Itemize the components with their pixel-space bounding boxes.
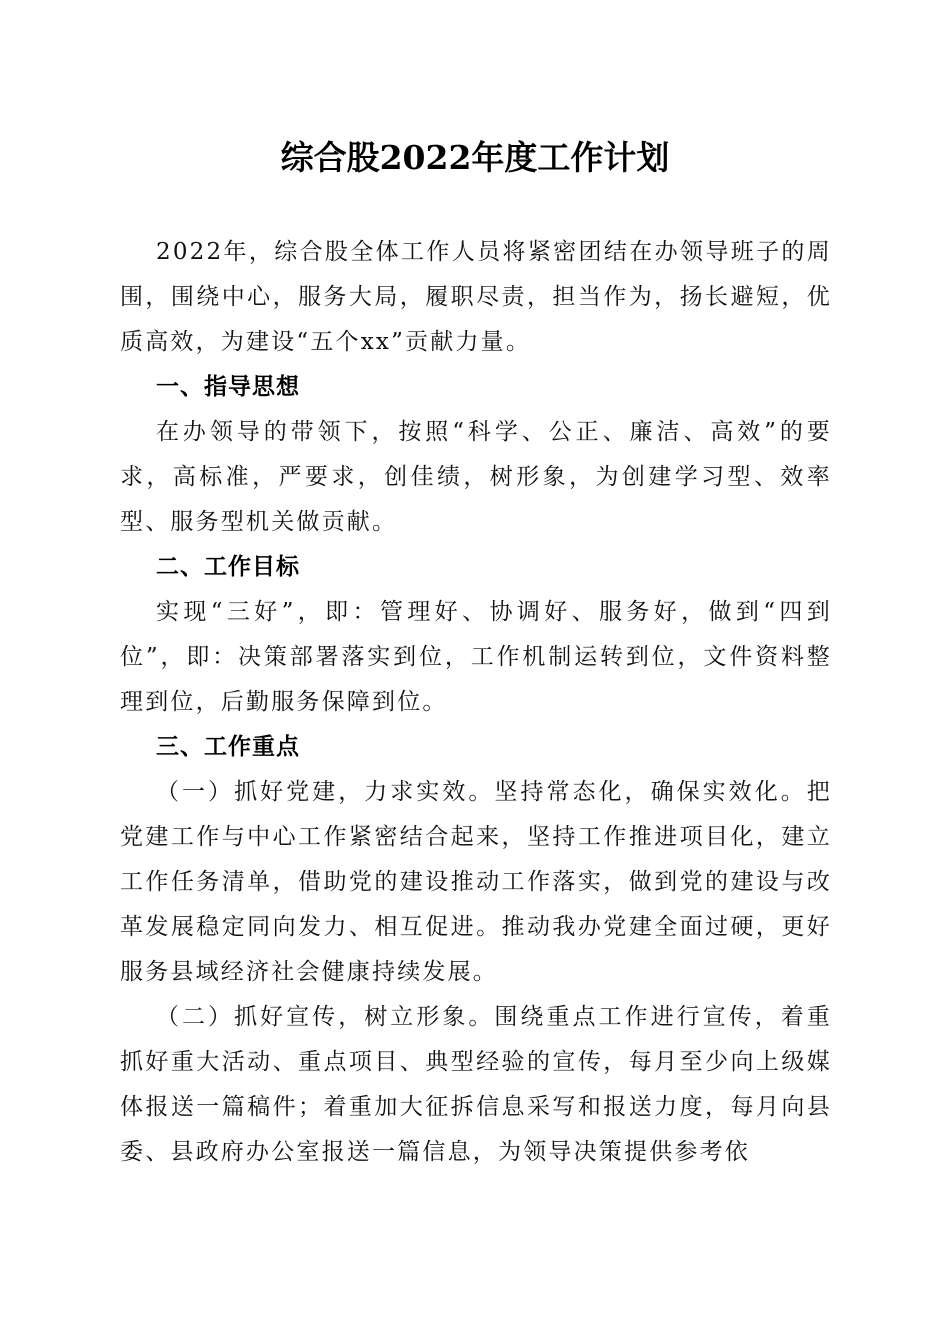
document-body bbox=[120, 230, 832, 1175]
focus-item-publicity bbox=[120, 995, 832, 1175]
intro-paragraph: 2022年，综合股全体工作人员将紧密团结在办领导班子的周围，围绕中心，服务大局，履职尽责，担当作为，扬长避短，优质高效，为建设“五个xx”贡献力量。 bbox=[120, 239, 832, 355]
section-heading-guiding-ideology: 一、指导思想 bbox=[156, 374, 300, 400]
focus-item-party-building bbox=[120, 770, 832, 995]
focus-item-lead: （一）抓好党建，力求实效。 bbox=[156, 779, 495, 805]
focus-item-text: 坚持常态化，确保实效化。把党建工作与中心工作紧密结合起来，坚持工作推进项目化，建立工作任务清单，借助党的建设推动工作落实，做到党的建设与改革发展稳定同向发力、相互促进。推动我办党建全面过硬，更好服务县域经济社会健康持续发展。 bbox=[120, 779, 832, 985]
section-paragraph-work-goals: 实现“三好”，即：管理好、协调好、服务好，做到“四到位”，即：决策部署落实到位，工作机制运转到位，文件资料整理到位，后勤服务保障到位。 bbox=[120, 599, 832, 715]
focus-item-text: 围绕重点工作进行宣传，着重抓好重大活动、重点项目、典型经验的宣传，每月至少向上级媒体报送一篇稿件；着重加大征拆信息采写和报送力度，每月向县委、县政府办公室报送一篇信息，为领导决策提供参考依 bbox=[120, 1004, 832, 1165]
section-paragraph-guiding-ideology: 在办领导的带领下，按照“科学、公正、廉洁、高效”的要求，高标准，严要求，创佳绩，树形象，为创建学习型、效率型、服务型机关做贡献。 bbox=[120, 419, 832, 535]
section-heading-work-focus: 三、工作重点 bbox=[156, 734, 300, 760]
document-title: 综合股2022年度工作计划 bbox=[280, 138, 670, 177]
focus-item-lead: （二）抓好宣传，树立形象。 bbox=[156, 1004, 495, 1030]
section-heading-work-goals: 二、工作目标 bbox=[156, 554, 300, 580]
